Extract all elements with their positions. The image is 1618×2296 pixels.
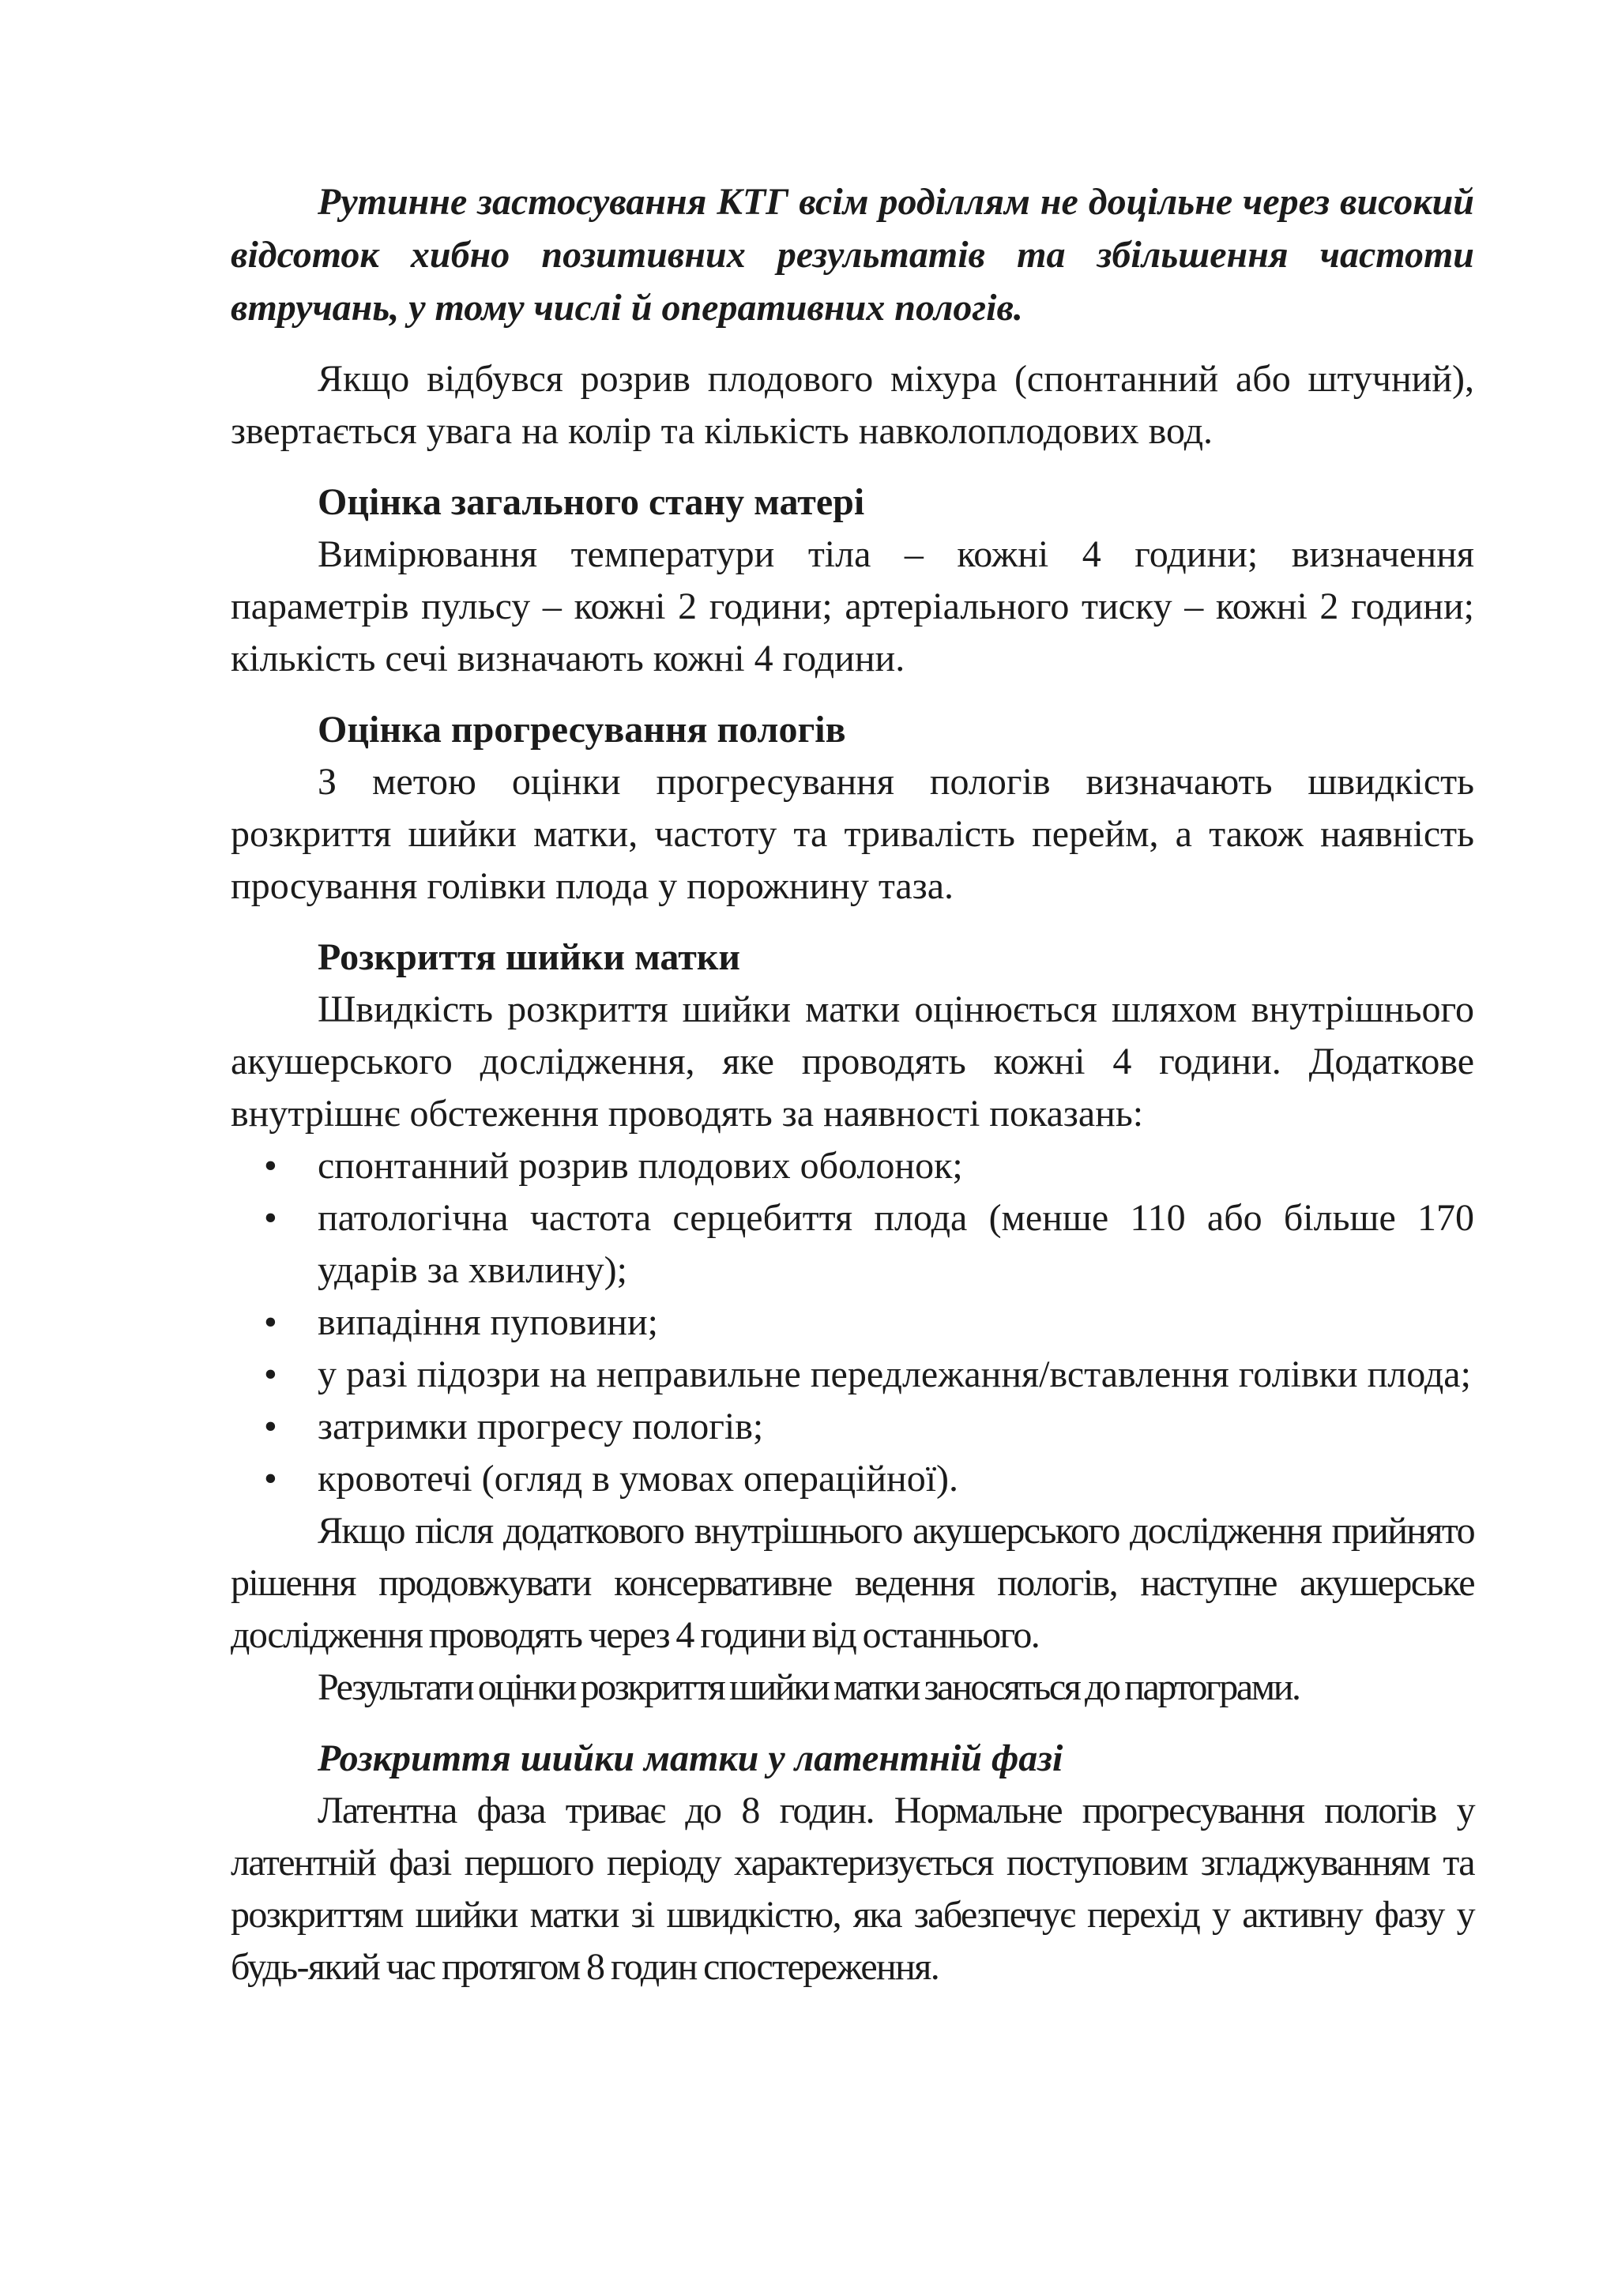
section-text-cervix-dilation: Швидкість розкриття шийки матки оцінюється шляхом внутрішнього акушерського дослідження, яке проводять кожні 4 години. Додаткове внутрішнє обстеження проводять за наявності показань: (231, 988, 1474, 1135)
section-text-labor-progress: З метою оцінки прогресування пологів визначають швидкість розкриття шийки матки, частоту та тривалість перейм, а також наявність просування голівки плода у порожнину таза. (231, 761, 1474, 907)
section-text-latent-phase: Латентна фаза триває до 8 годин. Нормальне прогресування пологів у латентній фазі першого періоду характеризується поступовим згладжуванням та розкриттям шийки матки зі швидкістю, яка забезпечує перехід у активну фазу у будь-який час протягом 8 годин спостереження. (231, 1790, 1474, 1988)
section-heading-latent-phase: Розкриття шийки матки у латентній фазі (318, 1737, 1063, 1779)
list-item: • у разі підозри на неправильне передлежання/вставлення голівки плода; (231, 1349, 1474, 1401)
document-page (231, 175, 1474, 1993)
list-item: • кровотечі (огляд в умовах операційної). (231, 1453, 1474, 1505)
partogram-paragraph: Результати оцінки розкриття шийки матки заносяться до партограми. (318, 1666, 1300, 1708)
section-heading-mother-state: Оцінка загального стану матері (318, 481, 865, 523)
lead-paragraph: Рутинне застосування КТГ всім роділлям не доцільне через високий відсоток хибно позитивних результатів та збільшення частоти втручань, у тому числі й оперативних пологів. (231, 181, 1474, 329)
section-heading-cervix-dilation: Розкриття шийки матки (318, 936, 741, 978)
indications-list (231, 1140, 1474, 1505)
section-text-mother-state: Вимірювання температури тіла – кожні 4 години; визначення параметрів пульсу – кожні 2 години; артеріального тиску – кожні 2 години; кількість сечі визначають кожні 4 години. (231, 533, 1474, 679)
list-item: • спонтанний розрив плодових оболонок; (231, 1140, 1474, 1192)
list-item: • затримки прогресу пологів; (231, 1401, 1474, 1453)
list-item: • випадіння пуповини; (231, 1297, 1474, 1349)
section-heading-labor-progress: Оцінка прогресування пологів (318, 709, 846, 751)
rupture-paragraph: Якщо відбувся розрив плодового міхура (спонтанний або штучний), звертається увага на колір та кількість навколоплодових вод. (231, 358, 1474, 452)
after-exam-paragraph: Якщо після додаткового внутрішнього акушерського дослідження прийнято рішення продовжувати консервативне ведення пологів, наступне акушерське дослідження проводять через 4 години від останнього. (231, 1510, 1474, 1656)
list-item: • патологічна частота серцебиття плода (менше 110 або більше 170 ударів за хвилину); (231, 1192, 1474, 1297)
